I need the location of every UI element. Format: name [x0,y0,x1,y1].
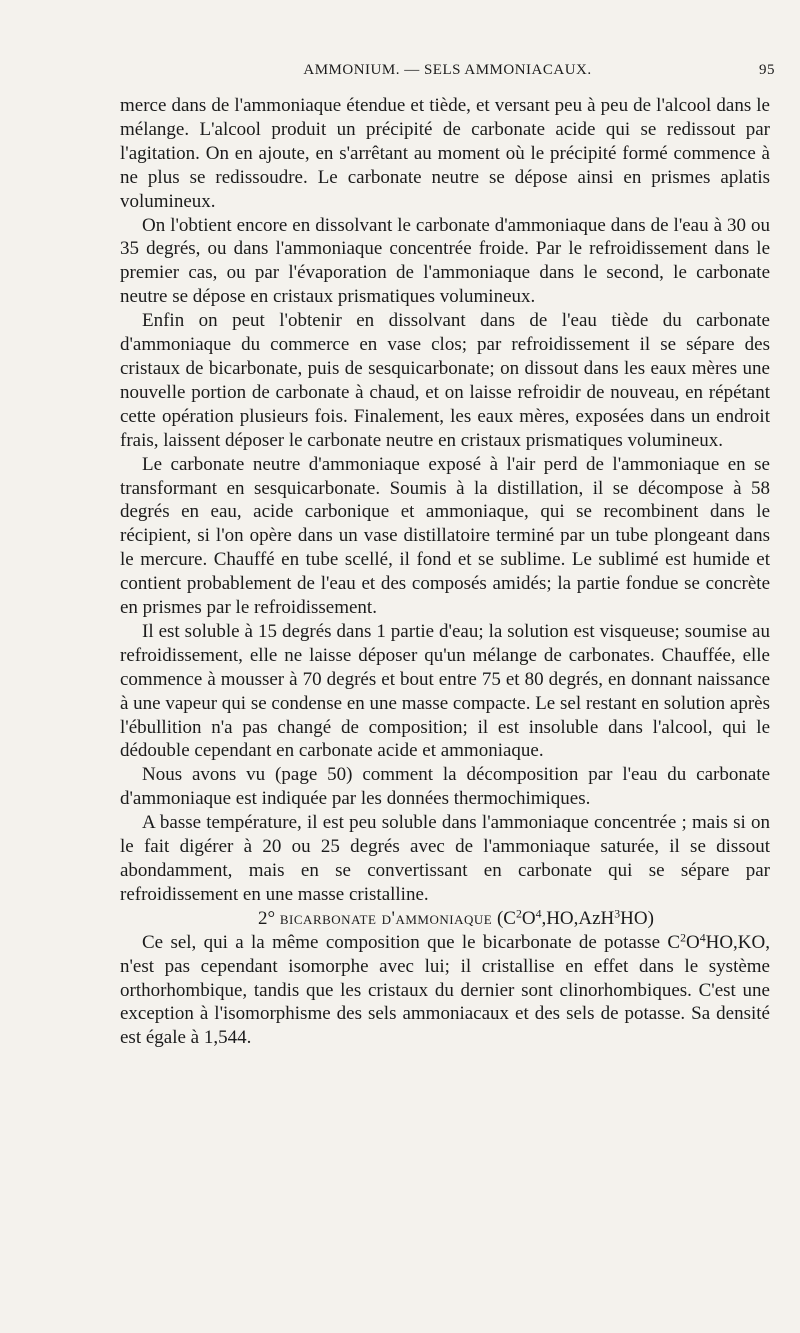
formula-subscript: 2 [680,931,686,945]
formula-subscript: 2 [515,907,522,921]
page-header [120,62,775,86]
section-heading [120,907,770,931]
paragraph: Nous avons vu (page 50) comment la décomposition par l'eau du carbonate d'ammoniaque est indiquée par les données thermochimiques. [120,764,770,810]
text-run: O [685,931,700,953]
body-text [120,94,770,1050]
section-title: bicarbonate d'ammoniaque [279,907,493,929]
paragraph [120,931,770,1051]
paragraph: Le carbonate neutre d'ammoniaque exposé à l'air perd de l'ammoniaque en se transformant en sesquicarbonate. Soumis à la distillation, il se décompose à 58 degrés en eau, acide carbonique et ammoniaque, qui se recombinent dans le récipient, si l'on opère dans un vase distillatoire terminé par un tube plongeant dans le mercure. Chauffé en tube scellé, il fond et se sublime. Le sublimé est humide et contient probablement de l'eau et des composés amidés; la partie fondue se concrète en prismes par le refroidissement. [120,453,770,619]
formula-subscript: 4 [699,931,706,945]
section-number: 2° [258,907,276,929]
formula-part: ,HO,AzH [541,907,615,929]
formula-part: (C [496,907,516,929]
text-run: Ce sel, qui a la même composition que le bicarbonate de potasse C [142,931,681,953]
running-title: AMMONIUM. — SELS AMMONIACAUX. [303,62,592,78]
paragraph: A basse température, il est peu soluble dans l'ammoniaque concentrée ; mais si on le fait digérer à 20 ou 25 degrés avec de l'ammoniaque saturée, il se dissout abondamment, mais en se convertissant en carbonate qui se sépare par refroidissement en une masse cristalline. [120,812,770,905]
text-run: HO,KO, n'est pas cependant isomorphe avec lui; il cristallise en effet dans le système orthorhombique, tandis que les cristaux du dernier sont clinorhombiques. C'est une exception à l'isomorphisme des sels ammoniacaux et des sels de potasse. Sa densité est égale à 1,544. [120,931,770,1049]
paragraph: Enfin on peut l'obtenir en dissolvant dans de l'eau tiède du carbonate d'ammoniaque du commerce en vase clos; par refroidissement il se sépare des cristaux de bicarbonate, puis de sesquicarbonate; on dissout dans les eaux mères une nouvelle portion de carbonate à chaud, et on laisse refroidir de nouveau, en répétant cette opération plusieurs fois. Finalement, les eaux mères, exposées dans un endroit frais, laissent déposer le carbonate neutre en cristaux prismatiques volumineux. [120,310,770,451]
formula-subscript: 4 [535,907,542,921]
formula-part: HO) [620,907,654,929]
formula-part: O [521,907,536,929]
chemical-formula [497,908,654,929]
page-number: 95 [759,62,775,78]
paragraph: Il est soluble à 15 degrés dans 1 partie d'eau; la solution est visqueuse; soumise au refroidissement, elle ne laisse déposer qu'un mélange de carbonates. Chauffée, elle commence à mousser à 70 degrés et bout entre 75 et 80 degrés, en donnant naissance à une vapeur qui se condense en une masse compacte. Le sel restant en solution après l'ébullition n'a pas changé de composition; il est insoluble dans l'alcool, qui le dédouble cependant en carbonate acide et ammoniaque. [120,620,770,762]
paragraph: merce dans de l'ammoniaque étendue et tiède, et versant peu à peu de l'alcool dans le mélange. L'alcool produit un précipité de carbonate acide qui se redissout par l'agitation. On en ajoute, en s'arrêtant au moment où le précipité formé commence à ne plus se redissoudre. Le carbonate neutre se dépose ainsi en prismes aplatis volumineux. [120,95,770,212]
paragraph: On l'obtient encore en dissolvant le carbonate d'ammoniaque dans de l'eau à 30 ou 35 degrés, ou dans l'ammoniaque concentrée froide. Par le refroidissement dans le premier cas, ou par l'évaporation de l'ammoniaque dans le second, le carbonate neutre se dépose en cristaux prismatiques volumineux. [120,214,770,308]
formula-subscript: 3 [614,907,621,921]
